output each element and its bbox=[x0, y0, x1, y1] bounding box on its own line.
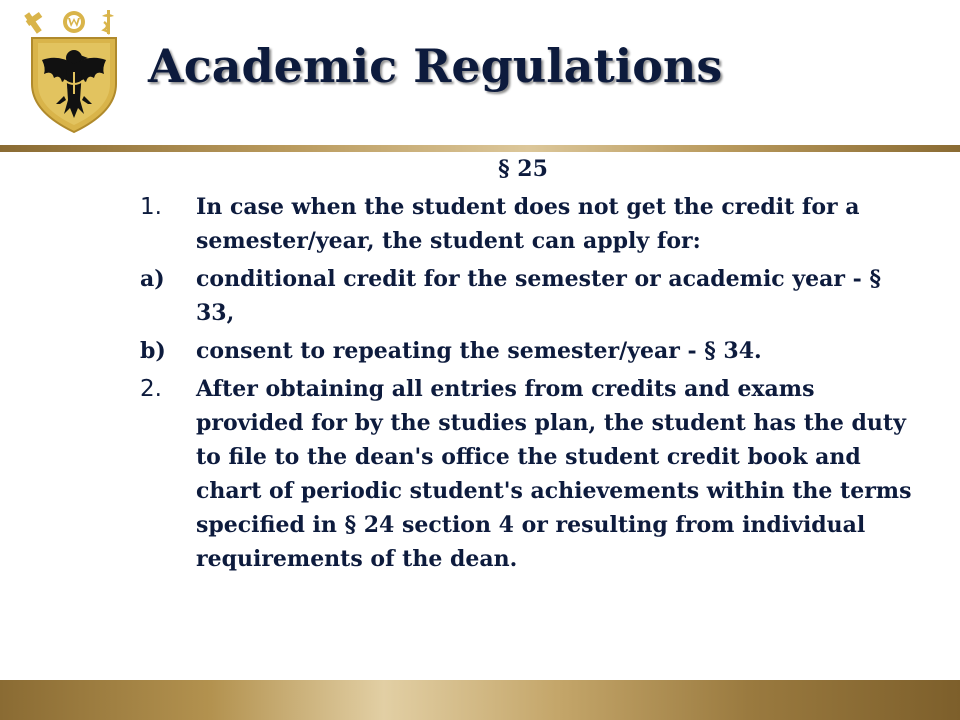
list-item bbox=[140, 372, 920, 576]
page-title: Academic Regulations bbox=[148, 39, 723, 93]
list-marker: b) bbox=[140, 338, 166, 364]
section-heading: § 25 bbox=[498, 156, 548, 182]
list-marker: a) bbox=[140, 266, 165, 292]
header-divider bbox=[0, 145, 960, 152]
list-item bbox=[140, 262, 920, 330]
university-crest-icon bbox=[24, 8, 124, 136]
list-marker: 2. bbox=[140, 376, 162, 402]
footer-band bbox=[0, 680, 960, 720]
list-item bbox=[140, 334, 920, 368]
list-item-text: In case when the student does not get the credit for a semester/year, the student can apply for: bbox=[196, 194, 860, 254]
list-item-text: consent to repeating the semester/year - § 34. bbox=[196, 338, 762, 364]
slide-header bbox=[0, 0, 960, 146]
list-marker: 1. bbox=[140, 194, 162, 220]
list-item-text: conditional credit for the semester or academic year - § 33, bbox=[196, 266, 881, 326]
list-item-text: After obtaining all entries from credits and exams provided for by the studies plan, the student has the duty to file to the dean's office the student credit book and chart of periodic student's achievements within the terms specified in § 24 section 4 or resulting from individual requirements of the dean. bbox=[196, 376, 912, 572]
slide-body bbox=[140, 152, 920, 580]
list-item bbox=[140, 190, 920, 258]
